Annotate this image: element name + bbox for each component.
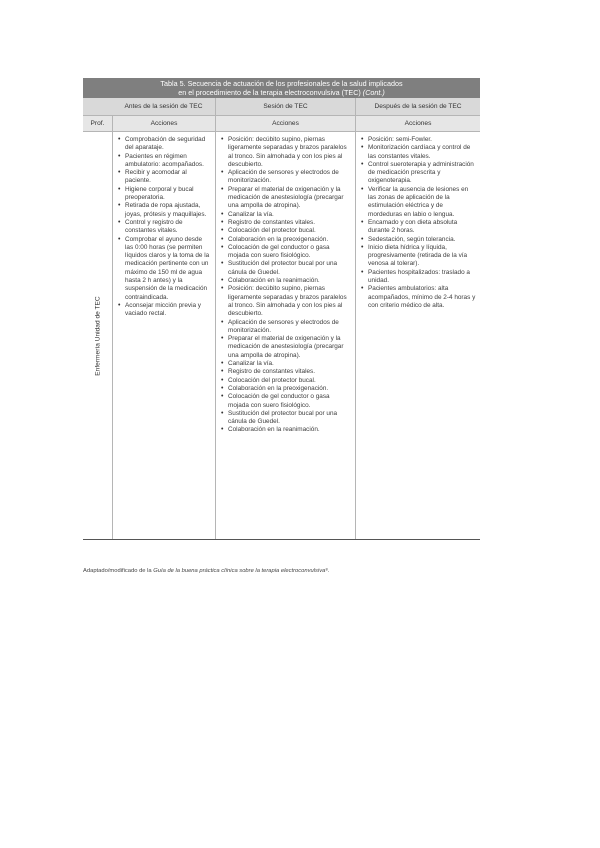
list-item: • Colocación de gel conductor o gasa mojada con suero fisiológico.: [221, 244, 351, 261]
header-during: Sesión de TEC: [215, 98, 355, 115]
list-item: • Control sueroterapia y administración de medicación prescrita y oxigenoterapia.: [361, 161, 476, 186]
list-item: • Colaboración en la preoxigenación.: [221, 385, 351, 393]
list-item: • Pacientes hospitalizados: traslado a unidad.: [361, 269, 476, 286]
before-column: [112, 132, 215, 539]
after-items-list: [361, 136, 476, 310]
during-column: [215, 132, 355, 539]
list-item: • Colaboración en la reanimación.: [221, 426, 351, 434]
list-item: • Registro de constantes vitales.: [221, 368, 351, 376]
table-body-row: [83, 132, 480, 540]
list-item: • Monitorización cardíaca y control de las constantes vitales.: [361, 144, 476, 161]
during-items-list: [221, 136, 351, 435]
list-item: • Sustitución del protector bucal por una cánula de Guedel.: [221, 410, 351, 427]
subheader-actions-during: Acciones: [215, 116, 355, 131]
list-item: • Aplicación de sensores y electrodos de monitorización.: [221, 319, 351, 336]
prof-cell: [83, 132, 112, 539]
list-item: • Colaboración en la reanimación.: [221, 277, 351, 285]
list-item: • Registro de constantes vitales.: [221, 219, 351, 227]
footnote-prefix: Adaptado/modificado de la: [83, 568, 154, 574]
list-item: • Higiene corporal y bucal preoperatoria.: [118, 186, 211, 203]
list-item: • Inicio dieta hídrica y líquida, progresivamente (retirada de la vía venosa al tolerar).: [361, 244, 476, 269]
procedure-table: [83, 78, 480, 540]
table-title-line2-wrap: [89, 88, 474, 97]
header-after: Después de la sesión de TEC: [355, 98, 480, 115]
list-item: • Comprobar el ayuno desde las 0:00 horas (se permiten líquidos claros y la toma de la medicación pertinente con un máximo de 150 ml de agua hasta 2 h antes) y la suspensión de la medicación contraindicada.: [118, 236, 211, 302]
list-item: • Posición: decúbito supino, piernas ligeramente separadas y brazos paralelos al tronco. Sin almohada y con los pies al descubierto.: [221, 136, 351, 169]
list-item: • Recibir y acomodar al paciente.: [118, 169, 211, 186]
list-item: • Verificar la ausencia de lesiones en las zonas de aplicación de la estimulación eléctrica y de mordeduras en labio o lengua.: [361, 186, 476, 219]
list-item: • Colaboración en la preoxigenación.: [221, 236, 351, 244]
list-item: • Pacientes ambulatorios: alta acompañados, mínimo de 2-4 horas y con criterio médico de alta.: [361, 285, 476, 310]
before-items-list: [118, 136, 211, 319]
list-item: • Colocación del protector bucal.: [221, 377, 351, 385]
footnote-source: Guía de la buena práctica clínica sobre la terapia electroconvulsiva: [153, 568, 326, 574]
list-item: • Aplicación de sensores y electrodos de monitorización.: [221, 169, 351, 186]
after-column: [355, 132, 480, 539]
subheader-prof: Prof.: [90, 120, 105, 127]
list-item: • Preparar el material de oxigenación y la medicación de anestesiología (precargar una ampolla de atropina).: [221, 335, 351, 360]
list-item: • Sedestación, según tolerancia.: [361, 236, 476, 244]
list-item: • Sustitución del protector bucal por una cánula de Guedel.: [221, 260, 351, 277]
list-item: • Canalizar la vía.: [221, 360, 351, 368]
list-item: • Colocación de gel conductor o gasa mojada con suero fisiológico.: [221, 393, 351, 410]
list-item: • Preparar el material de oxigenación y la medicación de anestesiología (precargar una ampolla de atropina).: [221, 186, 351, 211]
footnote-suffix: ⁸.: [325, 568, 330, 574]
list-item: • Posición: decúbito supino, piernas ligeramente separadas y brazos paralelos al tronco. Sin almohada y con los pies al descubierto.: [221, 285, 351, 318]
list-item: • Comprobación de seguridad del aparataje.: [118, 136, 211, 153]
subheader-row: [83, 116, 480, 132]
list-item: • Posición: semi-Fowler.: [361, 136, 476, 144]
column-header-row: [83, 98, 480, 116]
list-item: • Colocación del protector bucal.: [221, 227, 351, 235]
list-item: • Encamado y con dieta absoluta durante 2 horas.: [361, 219, 476, 236]
list-item: • Aconsejar micción previa y vaciado rectal.: [118, 302, 211, 319]
list-item: • Control y registro de constantes vitales.: [118, 219, 211, 236]
prof-label: Enfermería Unidad de TEC: [94, 295, 101, 376]
table-title: [83, 78, 480, 98]
table-title-line1: Tabla 5. Secuencia de actuación de los profesionales de la salud implicados: [160, 78, 403, 88]
header-blank: [83, 98, 112, 115]
table-title-line2: en el procedimiento de la terapia electroconvulsiva (TEC): [178, 87, 361, 97]
list-item: • Retirada de ropa ajustada, joyas, prótesis y maquillajes.: [118, 202, 211, 219]
list-item: • Canalizar la vía.: [221, 211, 351, 219]
list-item: • Pacientes en régimen ambulatorio: acompañados.: [118, 153, 211, 170]
subheader-actions-after: Acciones: [355, 116, 480, 131]
subheader-actions-before: Acciones: [112, 116, 215, 131]
table-footnote: [83, 568, 329, 574]
table-title-cont: (Cont.): [362, 87, 385, 97]
header-before: Antes de la sesión de TEC: [124, 103, 203, 110]
